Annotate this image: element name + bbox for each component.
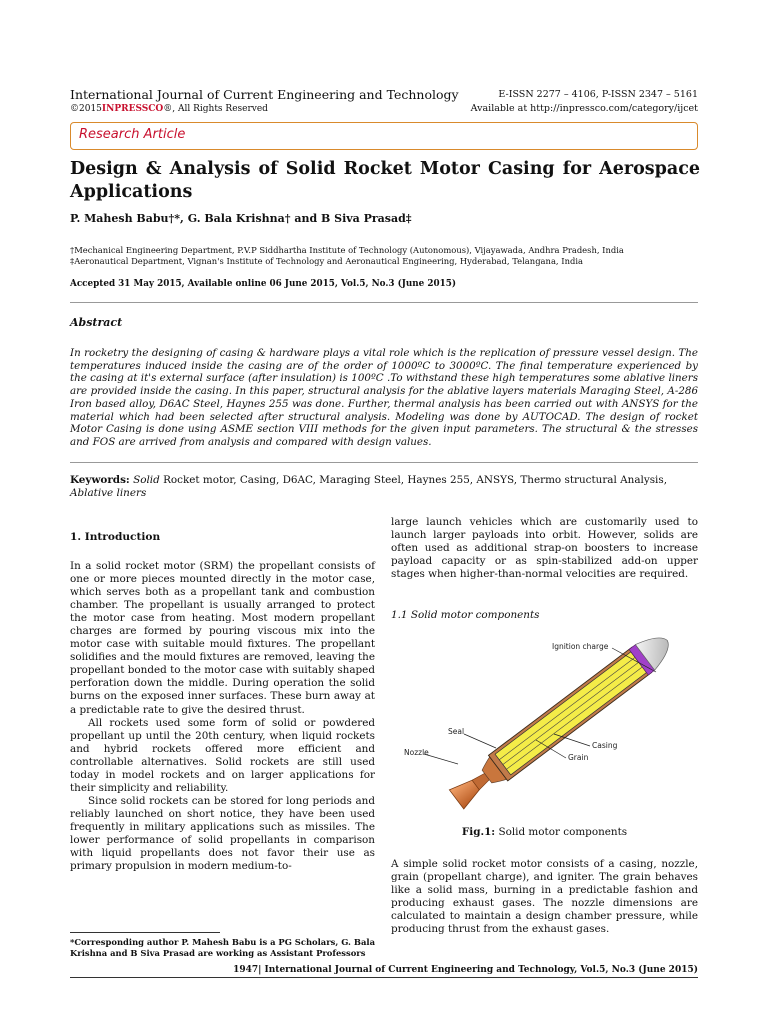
article-type: Research Article: [79, 127, 186, 142]
label-seal: Seal: [448, 727, 465, 736]
keywords-suffix: Ablative liners: [70, 487, 147, 499]
divider: [70, 302, 698, 303]
intro-continued: large launch vehicles which are customarily used to launch larger payloads into orbit. However, solids are often used as additional strap-on boosters to increase payload capacity or as spin-stabilized add-on upper stages when higher-than-normal velocities are required.: [391, 516, 698, 581]
section-heading: 1. Introduction: [70, 531, 161, 543]
availability-link[interactable]: Available at http://inpressco.com/category/ijcet: [470, 103, 698, 114]
label-casing: Casing: [592, 741, 618, 750]
affiliation-2: ‡Aeronautical Department, Vignan's Institute of Technology and Aeronautical Engineering, Hyderabad, Telangana, India: [70, 256, 583, 266]
intro-column: [70, 560, 375, 873]
subsection-heading: 1.1 Solid motor components: [391, 609, 540, 621]
figure-caption-text: Solid motor components: [495, 826, 628, 838]
divider: [70, 462, 698, 463]
keywords-prefix: Solid: [133, 474, 160, 486]
intro-paragraph-2: All rockets used some form of solid or powdered propellant up until the 20th century, when liquid rockets and hybrid rockets offered more efficient and controllable alternatives. Solid rockets are still used today in model rockets and on larger applications for their simplicity and reliability.: [70, 716, 375, 794]
copyright-line: [70, 102, 459, 116]
components-paragraph: A simple solid rocket motor consists of a casing, nozzle, grain (propellant charge), and igniter. The grain behaves like a solid mass, burning in a predictable fashion and producing exhaust gases. The nozzle dimensions are calculated to maintain a design chamber pressure, while producing thrust from the exhaust gases.: [391, 858, 698, 936]
footer-rule: [70, 977, 698, 978]
journal-header: [70, 88, 459, 116]
intro-paragraph-1: In a solid rocket motor (SRM) the propellant consists of one or more pieces mounted directly in the motor case, which serves both as a propellant tank and combustion chamber. The propellant is usually arranged to protect the motor case from heating. Most modern propellant charges are formed by pouring viscous mix into the motor case with suitable mould fixtures. The propellant solidifies and the mould fixtures are removed, leaving the propellant bonded to the motor case with suitably shaped perforation down the middle. During operation the solid burns on the exposed inner surfaces. These burn away at a predictable rate to give the desired thrust.: [70, 560, 375, 716]
label-nozzle: Nozzle: [404, 748, 429, 757]
footnote-rule: [70, 932, 220, 933]
keywords-text: Rocket motor, Casing, D6AC, Maraging Steel, Haynes 255, ANSYS, Thermo structural Analysis,: [163, 474, 668, 486]
issn-block: [471, 88, 698, 116]
accepted-line: Accepted 31 May 2015, Available online 06 June 2015, Vol.5, No.3 (June 2015): [70, 279, 456, 289]
authors: P. Mahesh Babu†*, G. Bala Krishna† and B Siva Prasad‡: [70, 212, 412, 225]
figure-caption: [391, 826, 698, 838]
abstract-text: In rocketry the designing of casing & hardware plays a vital role which is the replication of pressure vessel design. The temperatures induced inside the casing are of the order of 1000ºC to 3000ºC. The final temperature experienced by the casing at it's external surface (after insulation) is 100ºC .To withstand these high temperatures some ablative liners are provided inside the casing. In this paper, structural analysis for the ablative layers materials Maraging Steel, A-286 Iron based alloy, D6AC Steel, Haynes 255 was done. Further, thermal analysis has been carried out with ANSYS for the material which had been selected after structural analysis. Modeling was done by AUTOCAD. The design of rocket Motor Casing is done using ASME section VIII methods for the given input parameters. The structural & the stresses and FOS are arrived from analysis and compared with design values.: [70, 347, 698, 448]
rights-reserved: ®, All Rights Reserved: [163, 104, 268, 114]
figure-number: Fig.1:: [461, 826, 496, 838]
issn-text: E-ISSN 2277 – 4106, P-ISSN 2347 – 5161: [498, 89, 698, 100]
abstract-heading: Abstract: [70, 316, 123, 329]
rocket-body: [447, 636, 677, 812]
journal-name: International Journal of Current Engineering and Technology: [70, 87, 459, 102]
footnote: *Corresponding author P. Mahesh Babu is a PG Scholars, G. Bala Krishna and B Siva Prasad are working as Assistant Professors: [70, 937, 375, 958]
affiliation-1: †Mechanical Engineering Department, P.V.P Siddhartha Institute of Technology (Autonomous), Vijayawada, Andhra Pradesh, India: [70, 245, 624, 255]
keywords: [70, 474, 698, 500]
article-type-box: [70, 122, 698, 150]
intro-paragraph-3: Since solid rockets can be stored for long periods and reliably launched on short notice, they have been used frequently in military applications such as missiles. The lower performance of solid propellants in comparison with liquid propellants does not favor their use as primary propulsion in modern medium-to-: [70, 794, 375, 873]
label-grain: Grain: [568, 753, 589, 762]
paper-title: Design & Analysis of Solid Rocket Motor Casing for Aerospace Applications: [70, 159, 700, 202]
page-footer: 1947| International Journal of Current Engineering and Technology, Vol.5, No.3 (June 2015): [233, 965, 698, 975]
publisher-name: INPRESSCO: [101, 104, 164, 114]
copyright-year: ©2015: [70, 104, 102, 114]
label-ignition-charge: Ignition charge: [552, 642, 609, 651]
keywords-label: Keywords:: [70, 474, 130, 486]
rocket-motor-figure: [404, 636, 694, 822]
